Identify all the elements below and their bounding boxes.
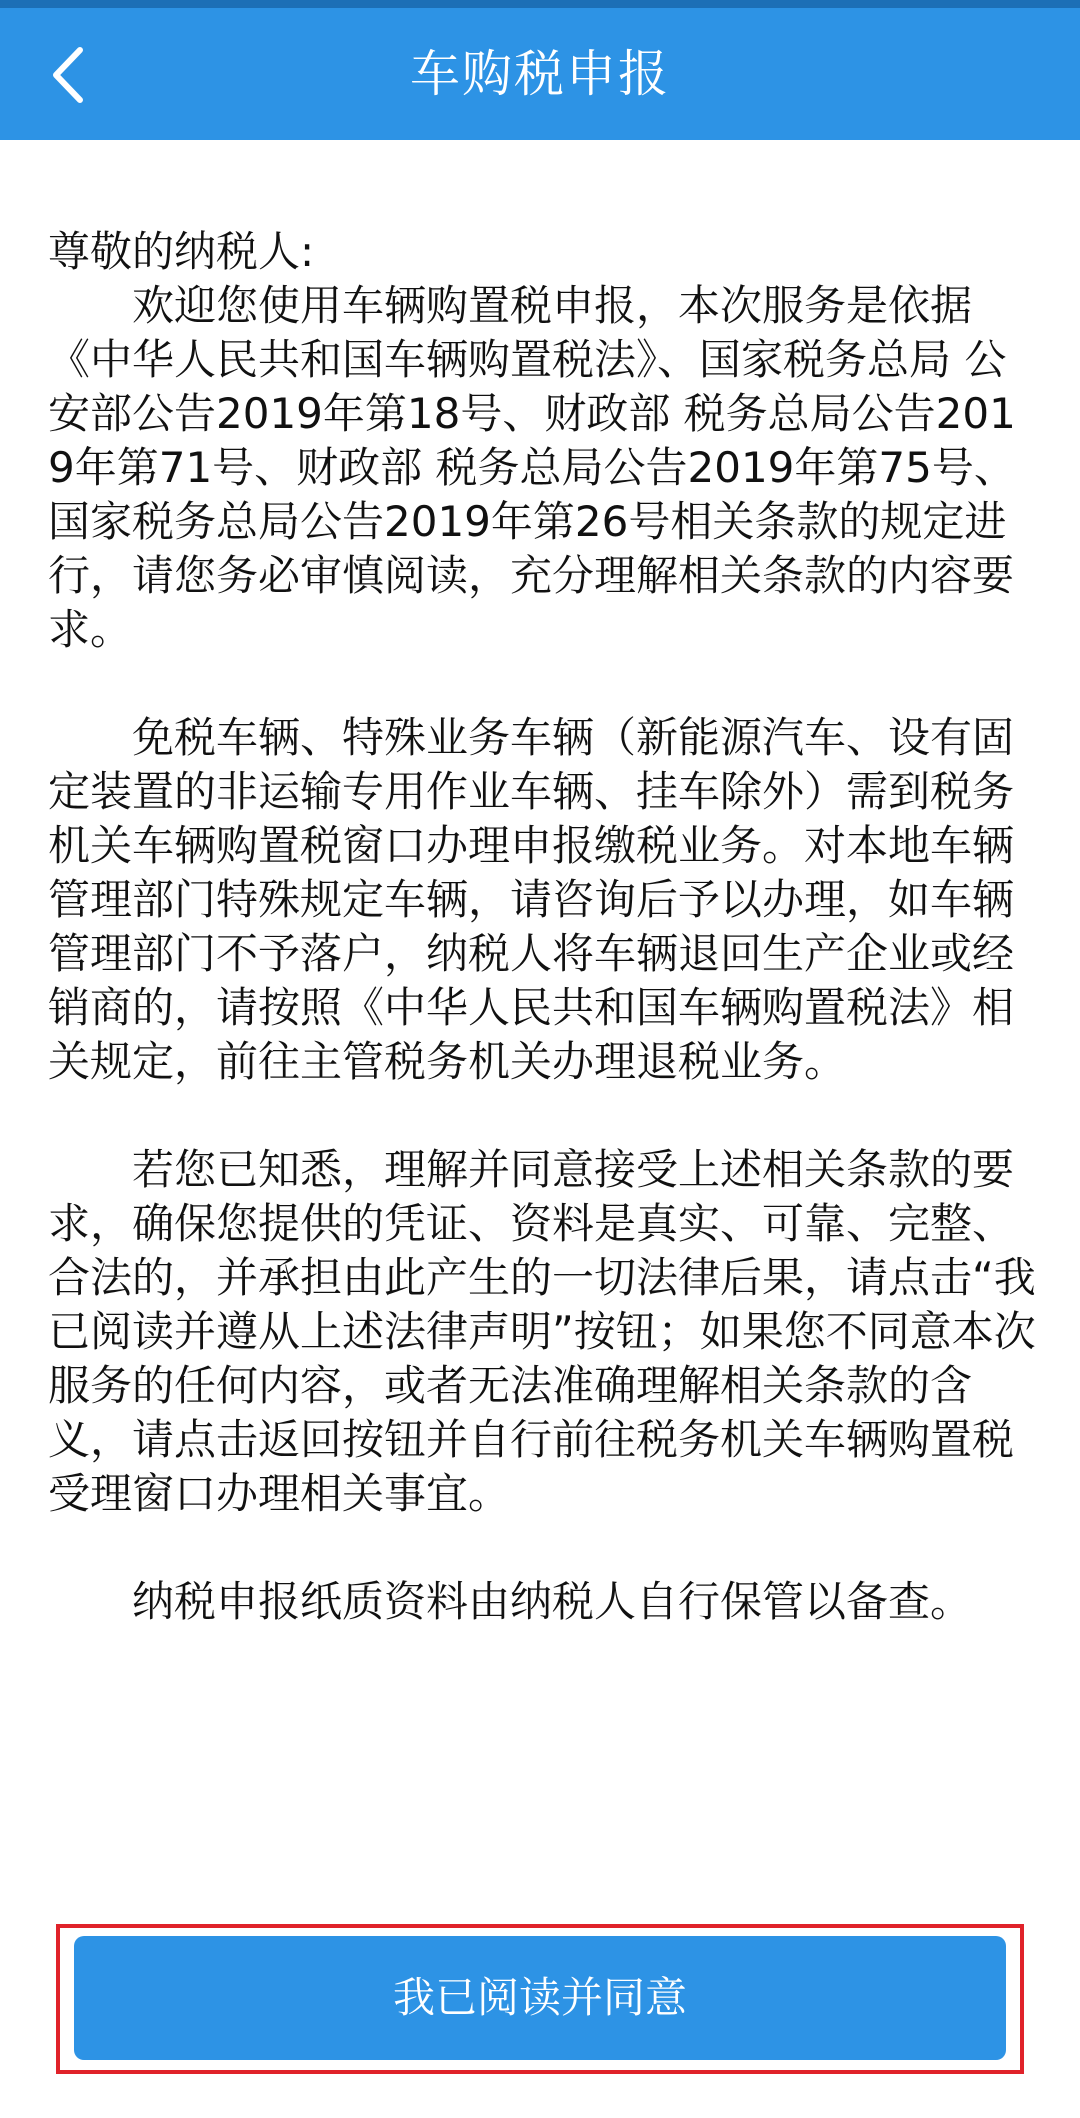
page-title: 车购税申报 bbox=[410, 45, 670, 103]
notice-text bbox=[48, 225, 1038, 1629]
agree-button[interactable]: 我已阅读并同意 bbox=[74, 1936, 1006, 2060]
app-header bbox=[0, 8, 1080, 140]
notice-paragraph: 免税车辆、特殊业务车辆（新能源汽车、设有固定装置的非运输专用作业车辆、挂车除外）需到税务机关车辆购置税窗口办理申报缴税业务。对本地车辆管理部门特殊规定车辆，请咨询后予以办理，如车辆管理部门不予落户，纳税人将车辆退回生产企业或经销商的，请按照《中华人民共和国车辆购置税法》相关规定，前往主管税务机关办理退税业务。 bbox=[48, 713, 1015, 1086]
notice-paragraph: 若您已知悉，理解并同意接受上述相关条款的要求，确保您提供的凭证、资料是真实、可靠、完整、合法的，并承担由此产生的一切法律后果，请点击“我已阅读并遵从上述法律声明”按钮；如果您不同意本次服务的任何内容，或者无法准确理解相关条款的含义，请点击返回按钮并自行前往税务机关车辆购置税受理窗口办理相关事宜。 bbox=[48, 1145, 1036, 1518]
notice-paragraph: 纳税申报纸质资料由纳税人自行保管以备查。 bbox=[132, 1577, 973, 1626]
notice-paragraph: 欢迎您使用车辆购置税申报，本次服务是依据《中华人民共和国车辆购置税法》、国家税务总局 公安部公告2019年第18号、财政部 税务总局公告2019年第71号、财政部 税务总局公告2019年第75号、国家税务总局公告2019年第26号相关条款的规定进行，请您务必审慎阅读，充分理解相关条款的内容要求。 bbox=[48, 281, 1016, 654]
status-strip bbox=[0, 0, 1080, 8]
greeting-text: 尊敬的纳税人: bbox=[48, 227, 315, 276]
